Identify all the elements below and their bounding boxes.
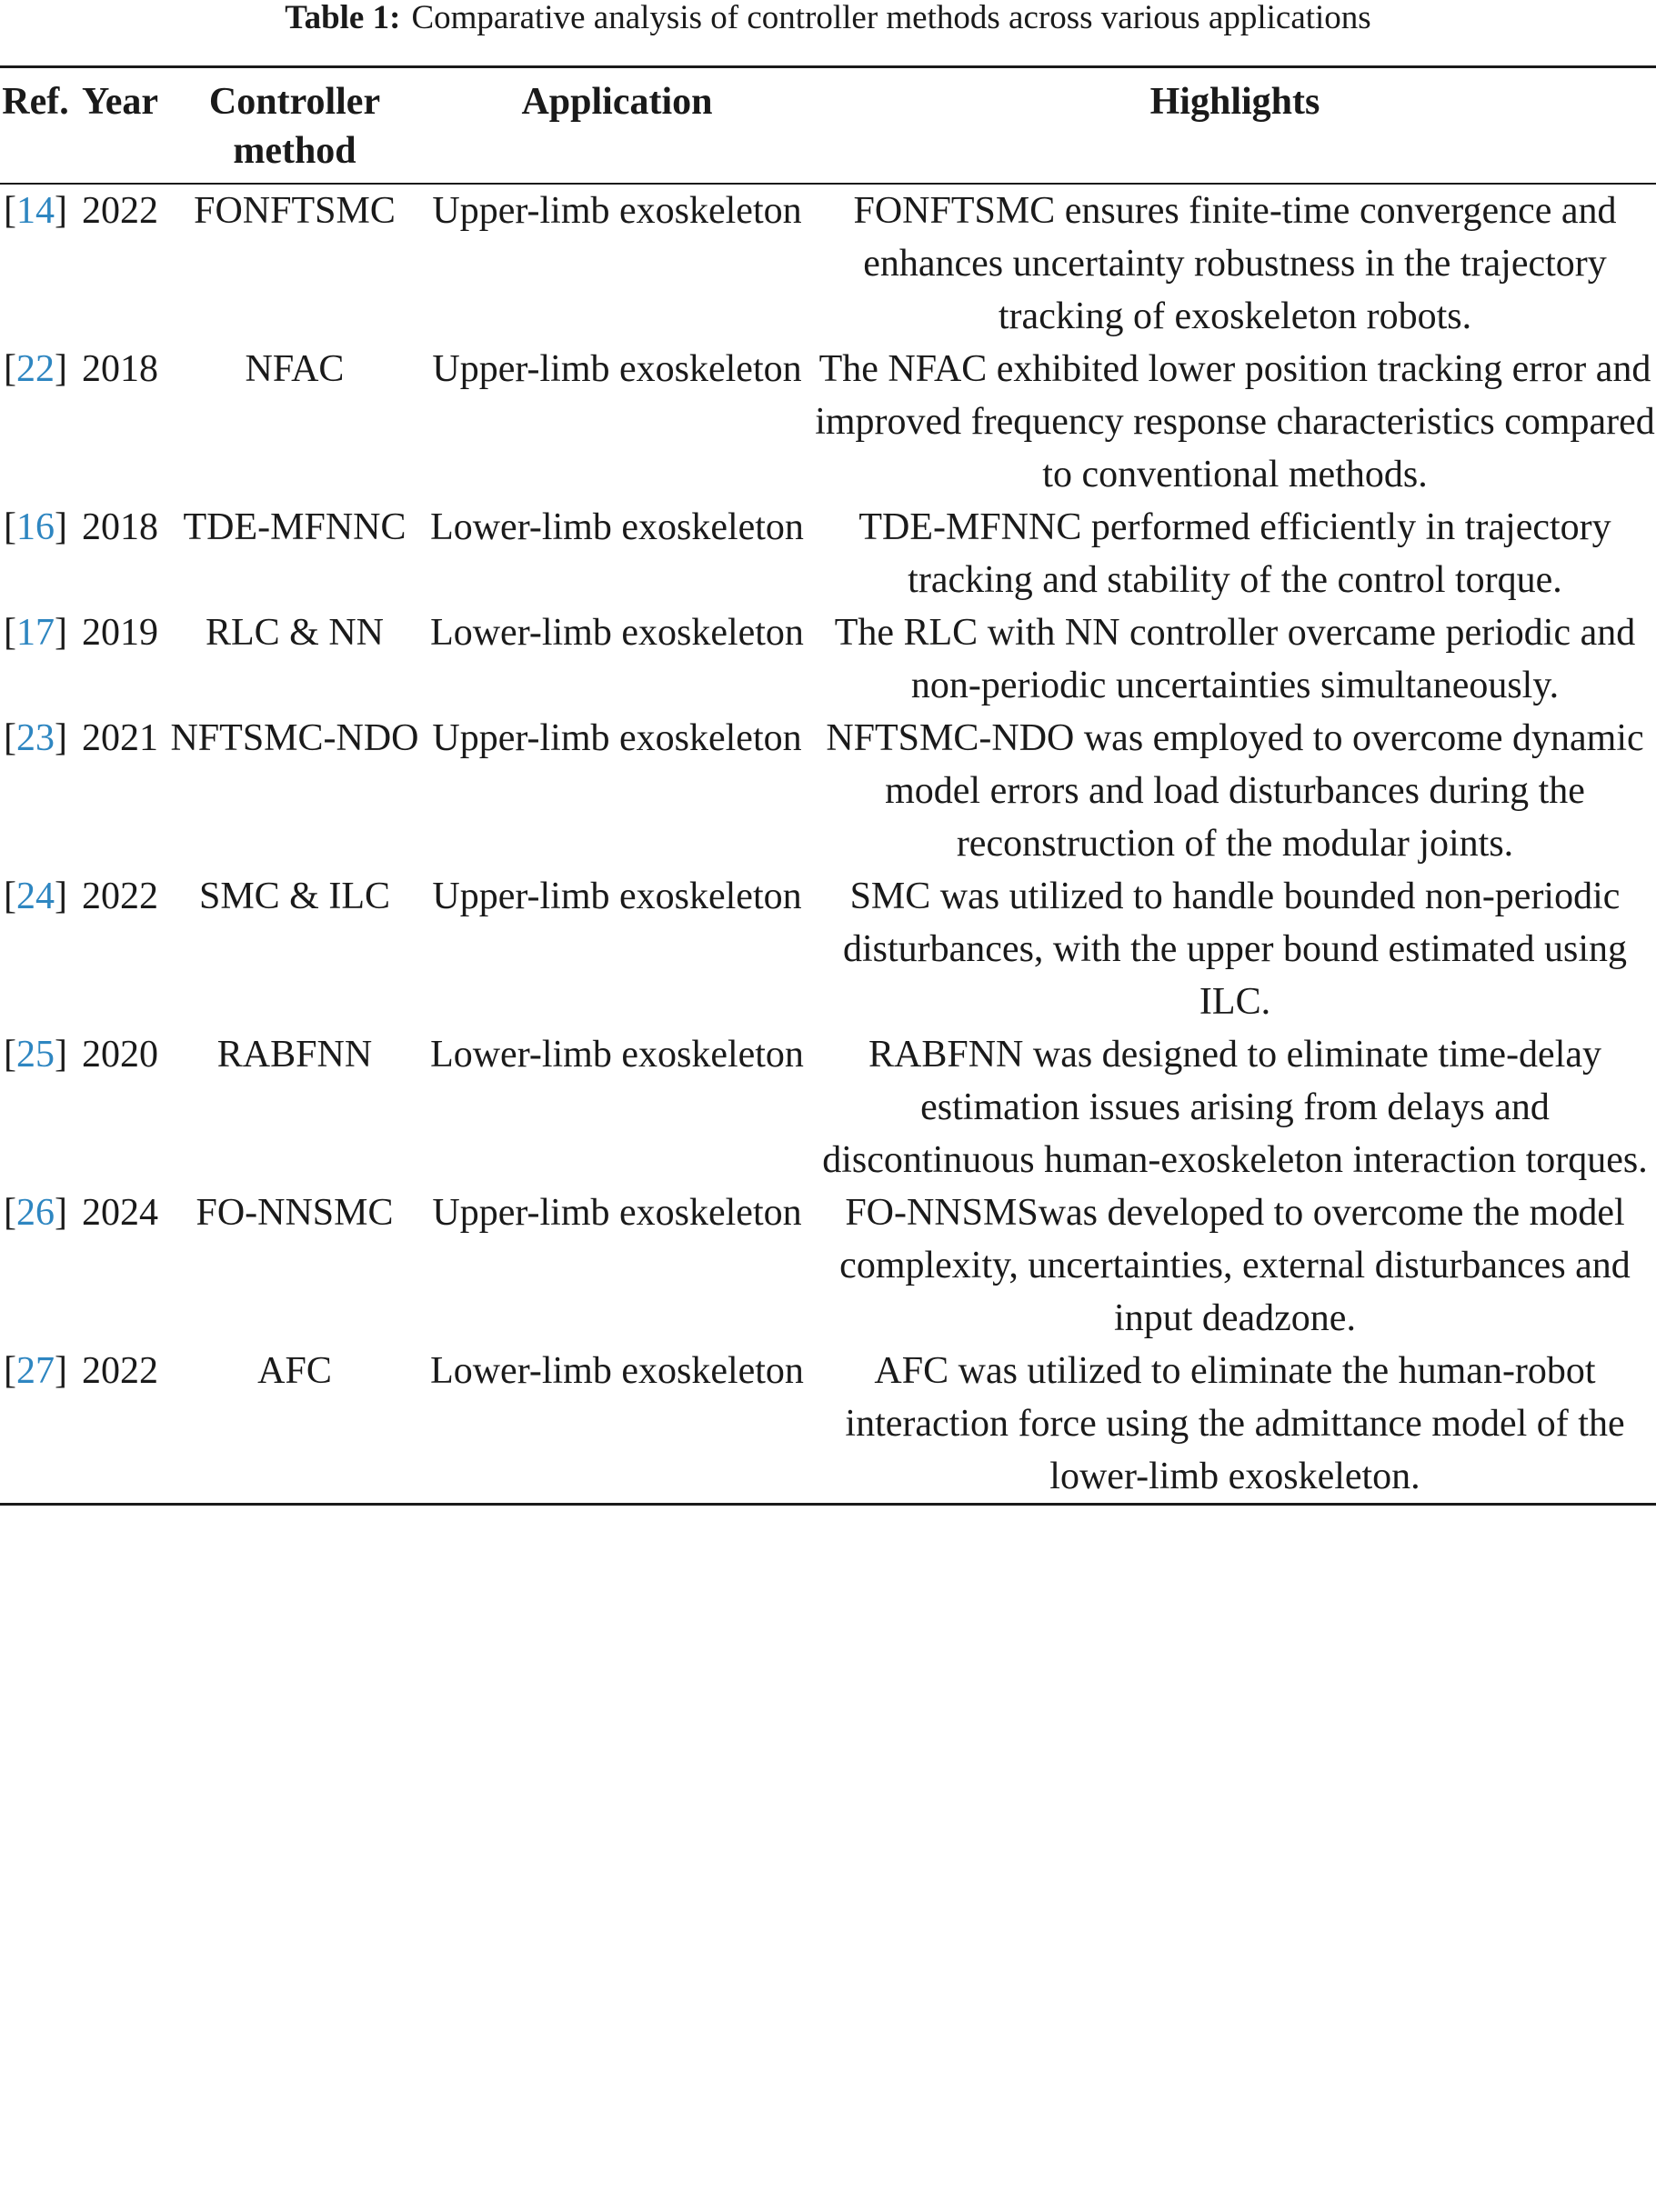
highlights-cell: The RLC with NN controller overcame periodic and non-periodic uncertainties simultaneously. [834, 612, 1636, 706]
method-cell: RLC & NN [205, 612, 384, 654]
year-cell: 2022 [71, 1345, 169, 1505]
year-cell: 2021 [82, 717, 158, 759]
comparison-table [0, 65, 1656, 1506]
ref-cell: [24] [4, 876, 67, 917]
highlights-cell: FONFTSMC ensures finite-time convergence and enhances uncertainty robustness in the trajectory tracking of exoskeleton robots. [853, 190, 1617, 337]
ref-cell: [23] [4, 717, 67, 759]
header-year: Year [71, 67, 169, 185]
header-ref: Ref. [0, 67, 71, 185]
ref-cell: [16] [4, 506, 67, 548]
year-cell: 2018 [82, 348, 158, 390]
table-caption [0, 0, 1656, 36]
ref-cell: [14] [4, 190, 67, 232]
application-cell: Lower-limb exoskeleton [430, 612, 804, 654]
table-row [0, 870, 1656, 1028]
citation-link[interactable]: 17 [16, 612, 55, 654]
table-row [0, 1186, 1656, 1345]
highlights-cell: AFC was utilized to eliminate the human-robot interaction force using the admittance model of the lower-limb exoskeleton. [814, 1345, 1656, 1505]
year-cell: 2020 [82, 1034, 158, 1076]
table-label: Table 1: [285, 0, 401, 36]
application-cell: Lower-limb exoskeleton [430, 1034, 804, 1076]
header-application: Application [420, 67, 814, 185]
ref-cell: [26] [4, 1192, 67, 1234]
citation-link[interactable]: 22 [16, 348, 55, 390]
highlights-cell: FO-NNSMSwas developed to overcome the model complexity, uncertainties, external disturbances and input deadzone. [839, 1192, 1631, 1339]
application-cell: Lower-limb exoskeleton [430, 506, 804, 548]
ref-cell: [22] [4, 348, 67, 390]
method-cell: RABFNN [216, 1034, 373, 1076]
ref-cell: [17] [4, 612, 67, 654]
highlights-cell: RABFNN was designed to eliminate time-delay estimation issues arising from delays and discontinuous human-exoskeleton interaction torques. [822, 1034, 1648, 1181]
table-row [0, 184, 1656, 343]
citation-link[interactable]: 24 [16, 876, 55, 917]
method-cell: FO-NNSMC [196, 1192, 394, 1234]
method-cell: FONFTSMC [194, 190, 396, 232]
ref-cell: [27] [0, 1345, 71, 1505]
ref-cell: [25] [4, 1034, 67, 1076]
table-row [0, 501, 1656, 606]
header-highlights: Highlights [814, 67, 1656, 185]
citation-link[interactable]: 14 [16, 190, 55, 232]
header-row [0, 67, 1656, 185]
year-cell: 2022 [82, 190, 158, 232]
table-row [0, 606, 1656, 712]
method-cell: NFAC [245, 348, 345, 390]
table-row [0, 343, 1656, 501]
highlights-cell: The NFAC exhibited lower position tracking error and improved frequency response characteristics compared to conventional methods. [815, 348, 1655, 495]
highlights-cell: TDE-MFNNC performed efficiently in trajectory tracking and stability of the control torque. [858, 506, 1611, 601]
citation-link[interactable]: 26 [16, 1192, 55, 1234]
method-cell: AFC [169, 1345, 420, 1505]
highlights-cell: NFTSMC-NDO was employed to overcome dynamic model errors and load disturbances during the reconstruction of the modular joints. [826, 717, 1644, 865]
application-cell: Upper-limb exoskeleton [432, 717, 802, 759]
method-cell: SMC & ILC [198, 876, 391, 917]
citation-link[interactable]: 25 [16, 1034, 55, 1076]
year-cell: 2022 [82, 876, 158, 917]
citation-link[interactable]: 16 [16, 506, 55, 548]
year-cell: 2018 [82, 506, 158, 548]
table-row [0, 1028, 1656, 1186]
table-caption-text: Comparative analysis of controller methods across various applications [411, 0, 1371, 36]
application-cell: Upper-limb exoskeleton [432, 1192, 802, 1234]
application-cell: Lower-limb exoskeleton [420, 1345, 814, 1505]
table-row [0, 712, 1656, 870]
application-cell: Upper-limb exoskeleton [432, 876, 802, 917]
method-cell: NFTSMC-NDO [170, 717, 419, 759]
method-cell: TDE-MFNNC [183, 506, 406, 548]
citation-link[interactable]: 23 [16, 717, 55, 759]
citation-link[interactable]: 27 [16, 1350, 55, 1392]
application-cell: Upper-limb exoskeleton [432, 348, 802, 390]
table-row [0, 1345, 1656, 1505]
year-cell: 2024 [82, 1192, 158, 1234]
header-controller-method: Controller method [169, 67, 420, 185]
year-cell: 2019 [82, 612, 158, 654]
highlights-cell: SMC was utilized to handle bounded non-periodic disturbances, with the upper bound estimated using ILC. [842, 876, 1627, 1023]
application-cell: Upper-limb exoskeleton [432, 190, 802, 232]
